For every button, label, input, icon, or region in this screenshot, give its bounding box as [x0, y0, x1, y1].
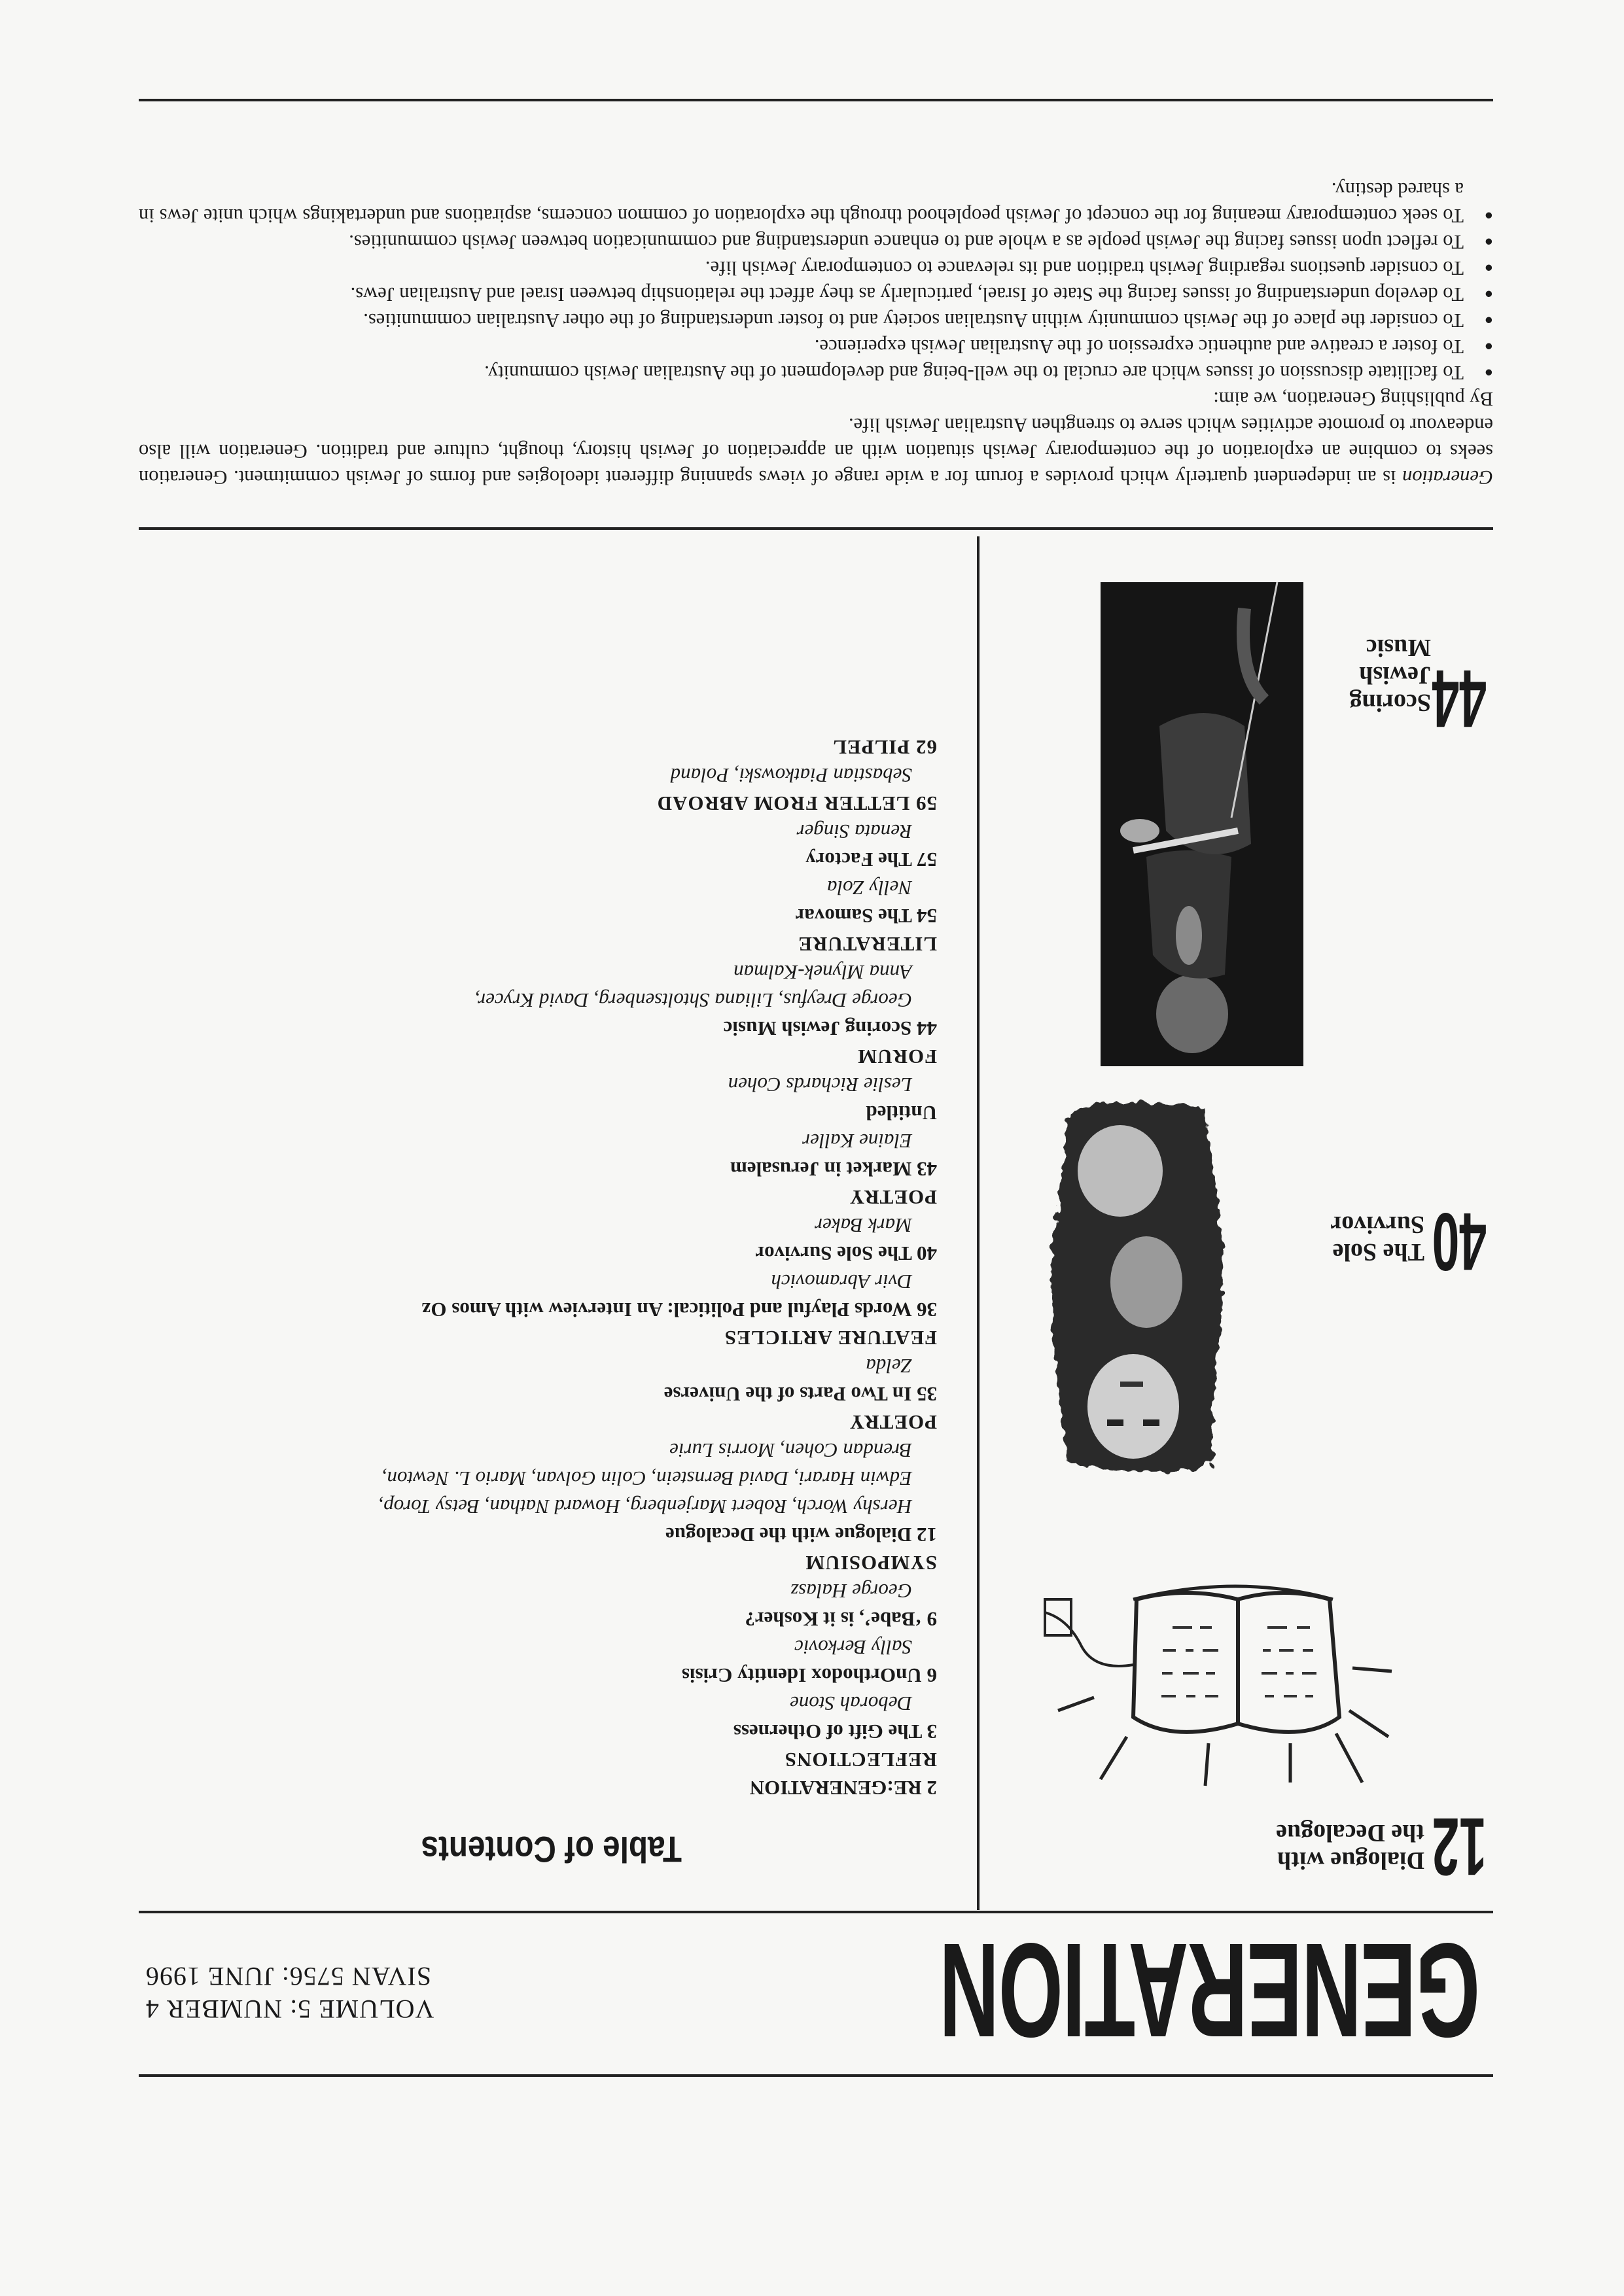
toc-section-heading: FEATURE ARTICLES [724, 1327, 937, 1349]
toc-author: Deborah Stone [790, 1692, 912, 1715]
aim-item: ● To develop understanding of issues facing the State of Israel, particularly as they affect the relationship between Israel and Australian Jews. [139, 281, 1493, 307]
toc-author: Mark Baker [815, 1214, 912, 1237]
toc-author: Edwin Harari, David Bernstein, Colin Golvan, Mario L. Newton, [381, 1467, 912, 1490]
toc-author: Zelda [866, 1355, 912, 1378]
toc-author: Anna Mlynek-Kalman [733, 961, 912, 984]
toc-section-heading: 59 LETTER FROM ABROAD [656, 792, 937, 815]
aim-item: ● To seek contemporary meaning for the concept of Jewish peoplehood through the exploration of common concerns, aspirations and undertakings which unite Jews in a shared destiny. [139, 177, 1493, 229]
toc-author: Elaine Kaller [802, 1130, 912, 1153]
toc-article-title: 35 In Two Parts of the Universe [663, 1383, 937, 1406]
toc-author: Sebastian Piatkowski, Poland [670, 764, 912, 787]
table-of-contents [283, 733, 937, 1802]
top-rule [139, 2074, 1493, 2077]
masthead-rule [139, 1911, 1493, 1913]
aims-list [139, 177, 1493, 386]
toc-article-title: 12 Dialogue with the Decalogue [665, 1523, 937, 1546]
toc-section-heading: POETRY [849, 1186, 937, 1209]
aim-item: ● To facilitate discussion of issues which are crucial to the well-being and development of the Australian Jewish community. [139, 360, 1493, 386]
aim-item: ● To consider questions regarding Jewish tradition and its relevance to contemporary Jewish life. [139, 255, 1493, 281]
toc-article-title: 54 The Samovar [795, 905, 937, 928]
about-aim: By publishing Generation, we aim: [1213, 388, 1493, 410]
toc-author: Leslie Richards Cohen [728, 1073, 912, 1096]
toc-author: Sally Berkovic [794, 1636, 912, 1659]
toc-article-title: Untitled [866, 1102, 937, 1124]
musician-photo [1101, 582, 1303, 1066]
toc-article-title: 9 ‘Babe’, is it Kosher? [745, 1608, 937, 1631]
toc-article-title: 6 UnOrthodox Identity Crisis [681, 1664, 937, 1687]
volume-line: VOLUME 5: NUMBER 4 [145, 1994, 434, 2024]
toc-author: Renata Singer [796, 820, 912, 843]
toc-section-heading: REFLECTIONS [784, 1748, 937, 1771]
date-line: SIVAN 5756: JUNE 1996 [145, 1962, 431, 1991]
column-divider [977, 536, 980, 1910]
masthead [126, 1915, 1500, 2065]
toc-article-title: 40 The Sole Survivor [755, 1242, 937, 1265]
feature-12 [1029, 1547, 1487, 1892]
feature-label: Scoring Jewish Music [1349, 634, 1431, 716]
feature-number: 44 [1432, 653, 1487, 744]
toc-section-heading: FORUM [856, 1045, 937, 1068]
aim-item: ● To foster a creative and authentic expression of the Australian Jewish experience. [139, 334, 1493, 360]
toc-author: George Halasz [790, 1580, 912, 1603]
toc-section-heading: POETRY [849, 1411, 937, 1434]
toc-article-title: 36 Words Playful and Political: An Interview with Amos Oz [421, 1298, 937, 1321]
aim-item: ● To reflect upon issues facing the Jewish people as a whole and to enhance understanding and communication between Jewish communities. [139, 229, 1493, 255]
toc-author: Dvir Abramovich [771, 1270, 912, 1293]
tablets-illustration [1035, 1547, 1402, 1796]
feature-44 [1029, 569, 1487, 1066]
feature-label: Dialogue with the Decalogue [1276, 1819, 1424, 1874]
survivor-photo [1042, 1092, 1231, 1478]
toc-section-heading: LITERATURE [798, 933, 937, 956]
feature-label: The Sole Survivor [1330, 1211, 1424, 1266]
about-rule [139, 527, 1493, 530]
toc-section-heading: SYMPOSIUM [805, 1552, 937, 1574]
toc-article-title: 2 RE:GENERATION [749, 1777, 937, 1800]
about-intro: Generation is an independent quarterly which provides a forum for a wide range of views spanning different ideologies and forms of Jewish commitment. Generation seeks to combine an exploration of the contemporary Jewish situation with an appreciation of Jewish history, thought, culture and tradition. Generation will also endeavour to promote activities which serve to strengthen Australian Jewish life. [139, 414, 1493, 489]
toc-article-title: 57 The Factory [805, 848, 937, 871]
toc-article-title: 43 Market in Jerusalem [730, 1158, 937, 1181]
toc-title: Table of Contents [421, 1829, 682, 1870]
feature-40 [1029, 1086, 1487, 1478]
toc-article-title: 44 Scoring Jewish Music [723, 1017, 937, 1040]
toc-author: Nelly Zola [826, 877, 912, 899]
toc-author: George Dreyfus, Liliana Shtoltsenberg, David Krycer, [474, 989, 912, 1012]
about-statement [139, 177, 1493, 491]
feature-number: 40 [1432, 1196, 1487, 1287]
toc-article-title: 3 The Gift of Otherness [733, 1720, 937, 1743]
generation-logo: GENERATION [940, 1915, 1480, 2065]
toc-author: Hershy Worch, Robert Marjenberg, Howard Nathan, Betsy Torop, [378, 1495, 912, 1518]
feature-number: 12 [1432, 1801, 1487, 1892]
toc-section-heading: 62 PILPEL [832, 736, 937, 759]
aim-item: ● To consider the place of the Jewish community within Australian society and to foster understanding of the other Australian communities. [139, 307, 1493, 334]
toc-author: Brendan Cohen, Morris Lurie [669, 1439, 912, 1462]
bottom-rule [139, 99, 1493, 101]
